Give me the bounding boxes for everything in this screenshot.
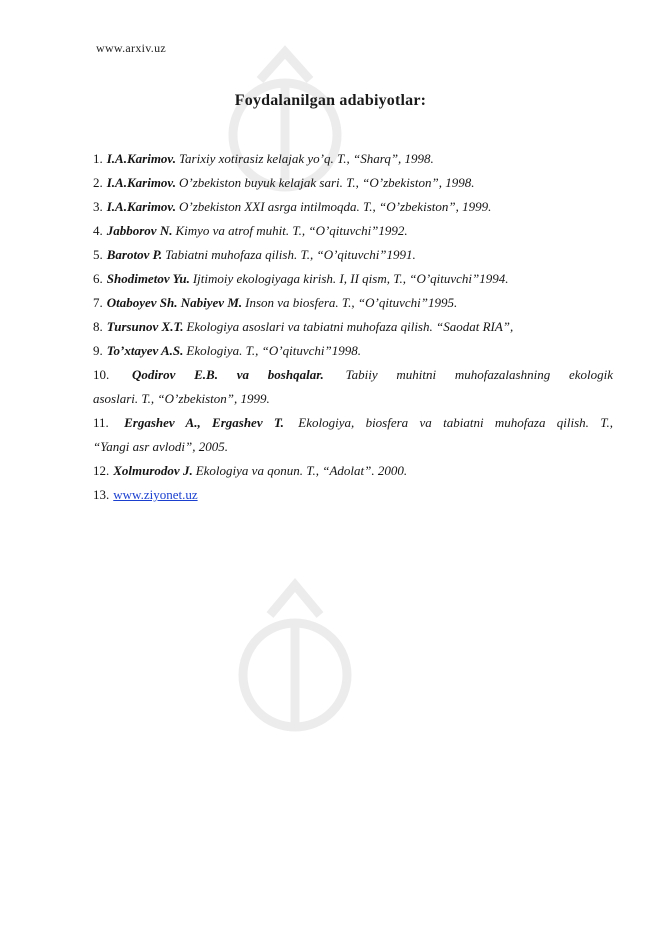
reference-item: 2. I.A.Karimov. O’zbekiston buyuk kelajak sari. T., “O’zbekiston”, 1998. (93, 175, 475, 190)
reference-item: 11. Ergashev A., Ergashev T. Ekologiya, biosfera va tabiatni muhofaza qilish. T., “Yangi asr avlodi”, 2005. (93, 415, 614, 454)
reference-item: 7. Otaboyev Sh. Nabiyev M. Inson va biosfera. T., “O’qituvchi”1995. (93, 295, 458, 310)
reference-list (93, 147, 613, 507)
page-title: Foydalanilgan adabiyotlar: (234, 92, 427, 109)
reference-item: 5. Barotov P. Tabiatni muhofaza qilish. T., “O’qituvchi”1991. (93, 247, 416, 262)
reference-item: 1. I.A.Karimov. Tarixiy xotirasiz kelajak yo’q. T., “Sharq”, 1998. (93, 151, 434, 166)
site-header: www.arxiv.uz (96, 41, 167, 55)
reference-item: 6. Shodimetov Yu. Ijtimoiy ekologiyaga kirish. I, II qism, T., “O’qituvchi”1994. (93, 271, 509, 286)
ziyonet-link[interactable]: www.ziyonet.uz (113, 487, 198, 502)
reference-item: 10. Qodirov E.B. va boshqalar. Tabiiy muhitni muhofazalashning ekologik asoslari. T., “O’zbekiston”, 1999. (93, 367, 614, 406)
reference-item: 9. To’xtayev A.S. Ekologiya. T., “O’qituvchi”1998. (93, 343, 361, 358)
reference-item: 8. Tursunov X.T. Ekologiya asoslari va tabiatni muhofaza qilish. “Saodat RIA”, (93, 319, 514, 334)
reference-item: 3. I.A.Karimov. O’zbekiston XXI asrga intilmoqda. T., “O’zbekiston”, 1999. (93, 199, 492, 214)
reference-item: 12. Xolmurodov J. Ekologiya va qonun. T., “Adolat”. 2000. (93, 463, 408, 478)
reference-item: 4. Jabborov N. Kimyo va atrof muhit. T., “O’qituvchi”1992. (93, 223, 408, 238)
watermark-logo-icon-2 (200, 555, 390, 785)
reference-item: 13. www.ziyonet.uz (93, 487, 198, 502)
